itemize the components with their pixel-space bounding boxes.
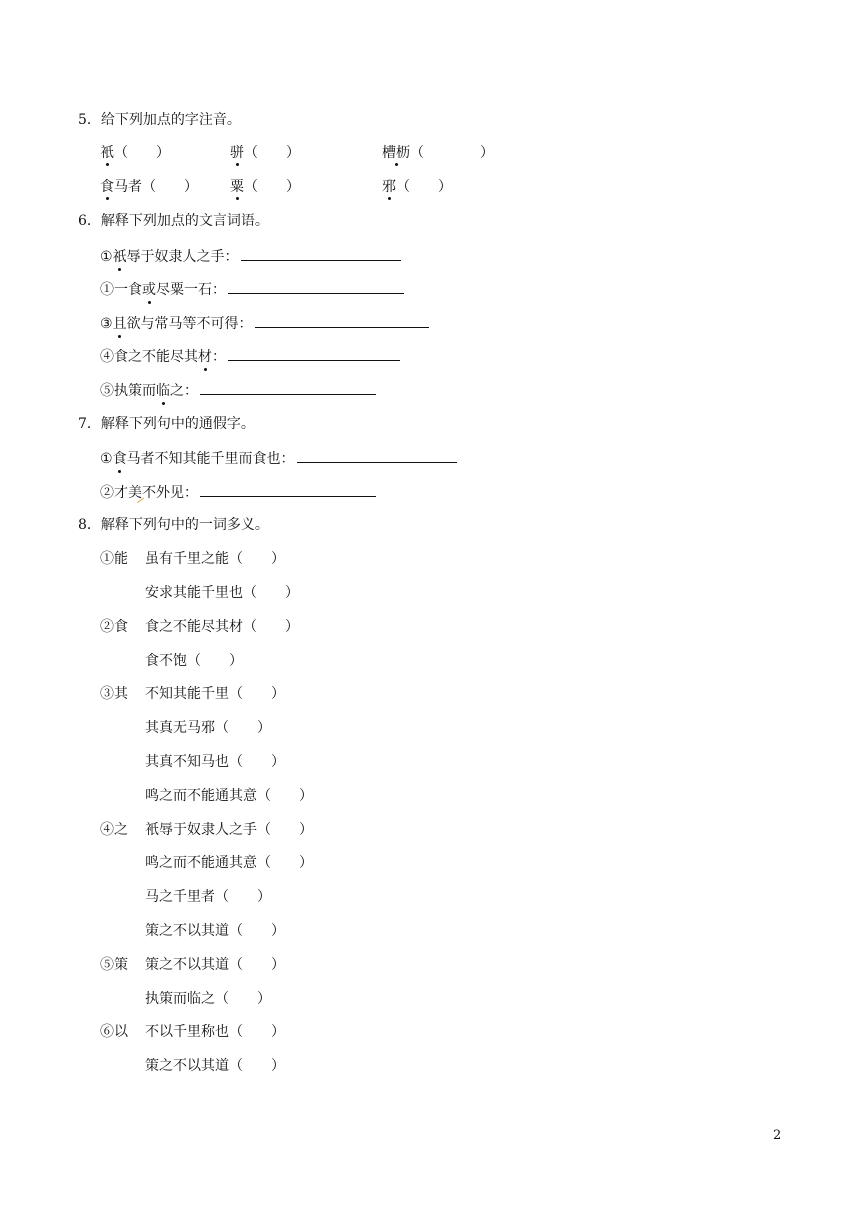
answer-blank[interactable] [255, 312, 429, 328]
q8-item: 食不饱（ ） [145, 653, 243, 669]
answer-blank[interactable] [297, 447, 457, 463]
q5-item: 槽枥（ ） [382, 142, 494, 162]
question-7-title: 7．解释下列句中的通假字。 [78, 416, 255, 432]
q5-item: 粟（ ） [230, 176, 300, 196]
question-5-title: 5．给下列加点的字注音。 [78, 112, 241, 128]
answer-blank[interactable] [228, 278, 404, 294]
q8-item: 鸣之而不能通其意（ ） [145, 788, 313, 804]
q8-item: 安求其能千里也（ ） [145, 585, 299, 601]
page-number: 2 [773, 1128, 782, 1143]
answer-blank[interactable] [228, 345, 400, 361]
q6-item: ④食之不能尽其材： [100, 345, 400, 365]
answer-blank[interactable] [200, 379, 376, 395]
q6-item: ③且欲与常马等不可得： [100, 312, 429, 332]
q8-key: ④之 [100, 822, 128, 838]
q8-key: ①能 [100, 551, 128, 567]
q5-item: 衹（ ） [100, 142, 170, 162]
q8-item: 其真无马邪（ ） [145, 720, 271, 736]
q8-item: 执策而临之（ ） [145, 991, 271, 1007]
q8-item: 其真不知马也（ ） [145, 754, 285, 770]
q8-key: ⑥以 [100, 1024, 128, 1040]
q5-item: 邪（ ） [382, 176, 452, 196]
q5-item: 骈（ ） [230, 142, 300, 162]
q5-item: 食马者（ ） [100, 176, 198, 196]
q7-item: ②才美不外见： [100, 481, 376, 501]
q6-item: ⑤执策而临之： [100, 379, 376, 399]
q8-key: ⑤策 [100, 957, 128, 973]
question-8-title: 8．解释下列句中的一词多义。 [78, 517, 269, 533]
answer-blank[interactable] [200, 481, 376, 497]
q8-item: 策之不以其道（ ） [145, 1058, 285, 1074]
q8-item: ③其 不知其能千里（ ） [100, 686, 285, 702]
q8-item: ②食 食之不能尽其材（ ） [100, 619, 299, 635]
question-6-title: 6．解释下列加点的文言词语。 [78, 213, 269, 229]
q8-item: ⑤策 策之不以其道（ ） [100, 957, 285, 973]
answer-blank[interactable] [241, 245, 401, 261]
q6-item: ①祇辱于奴隶人之手： [100, 245, 401, 265]
q8-item: 策之不以其道（ ） [145, 923, 285, 939]
q8-item: 鸣之而不能通其意（ ） [145, 855, 313, 871]
q7-item: ①食马者不知其能千里而食也： [100, 447, 457, 467]
q6-item: ①一食或尽粟一石： [100, 278, 404, 298]
q8-item: ①能 虽有千里之能（ ） [100, 551, 285, 567]
q8-key: ②食 [100, 619, 128, 635]
q8-item: 马之千里者（ ） [145, 889, 271, 905]
q8-item: ④之 衹辱于奴隶人之手（ ） [100, 822, 313, 838]
q8-item: ⑥以 不以千里称也（ ） [100, 1024, 285, 1040]
q8-key: ③其 [100, 686, 128, 702]
